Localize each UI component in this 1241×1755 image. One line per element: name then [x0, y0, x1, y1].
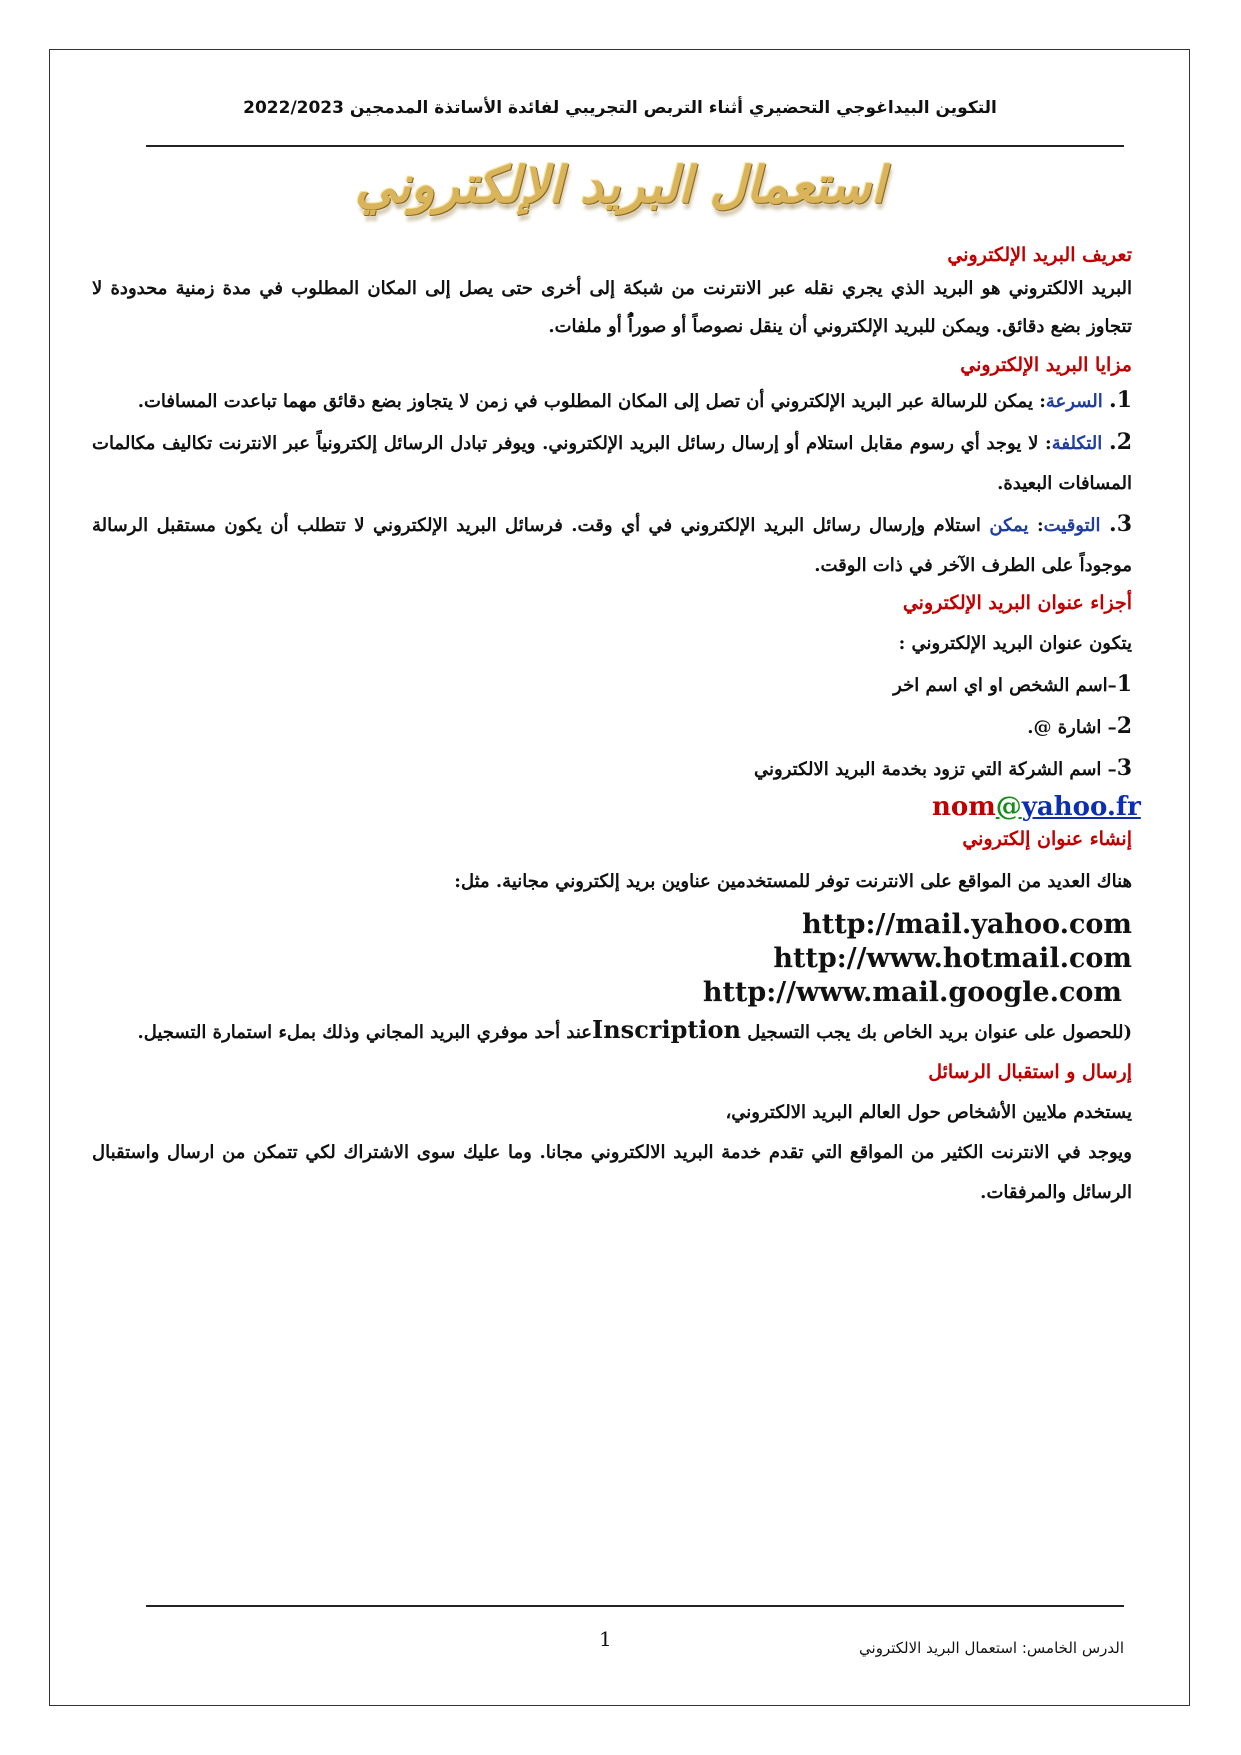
section-heading-definition: تعريف البريد الإلكتروني [947, 244, 1132, 266]
item-text: – اسم الشركة التي تزود بخدمة البريد الالكتروني [754, 759, 1117, 780]
header-divider [146, 145, 1124, 147]
email-name: nom [932, 792, 996, 822]
email-example [92, 790, 1141, 824]
item-number: 1. [1109, 387, 1132, 413]
url-link[interactable]: http://www.hotmail.com [773, 943, 1132, 974]
url-link[interactable]: http://mail.yahoo.com [802, 909, 1132, 940]
email-at-sign: @ [995, 792, 1022, 822]
decorative-title [340, 155, 900, 235]
send-line-1: يستخدم ملايين الأشخاص حول العالم البريد الالكتروني، [725, 1102, 1132, 1123]
create-note [92, 1010, 1132, 1053]
footer-lesson-title: الدرس الخامس: استعمال البريد الالكتروني [859, 1639, 1124, 1657]
item-text: –اسم الشخص او اي اسم اخر [893, 675, 1117, 696]
page-number: 1 [599, 1627, 612, 1651]
advantage-item-2 [92, 422, 1132, 504]
page-header: التكوين البيداغوجي التحضيري أثناء التربص التجريبي لفائدة الأساتذة المدمجين 2022/2023 [243, 98, 997, 118]
advantage-item-1 [92, 380, 1132, 422]
email-domain-link[interactable]: yahoo.fr [1021, 792, 1141, 822]
item-label-2: يمكن [989, 515, 1029, 536]
note-part-a: (للحصول على عنوان بريد الخاص بك يجب التسجيل [741, 1022, 1132, 1043]
item-text: استلام وإرسال رسائل البريد الإلكتروني في أي وقت. فرسائل البريد الإلكتروني لا تتطلب أن يكون مستقبل الرسالة موجوداً على الطرف الآخر في ذات الوقت. [92, 515, 1132, 576]
parts-item-1 [92, 664, 1132, 706]
section-heading-advantages: مزايا البريد الإلكتروني [960, 354, 1132, 376]
section-heading-send: إرسال و استقبال الرسائل [928, 1061, 1132, 1083]
item-number: 3. [1109, 511, 1132, 537]
parts-intro: يتكون عنوان البريد الإلكتروني : [898, 633, 1132, 654]
section-heading-parts: أجزاء عنوان البريد الإلكتروني [902, 592, 1132, 614]
send-line-2: ويوجد في الانترنت الكثير من المواقع التي تقدم خدمة البريد الالكتروني مجانا. وما عليك سوى الاشتراك لكي تتمكن من ارسال واستقبال الرسائل والمرفقات. [92, 1142, 1132, 1203]
advantage-item-3: 3. التوقيت: يمكن استلام وإرسال رسائل البريد الإلكتروني في أي وقت. فرسائل البريد الإلكتروني لا تتطلب أن يكون مستقبل الرسالة موجوداً على الطرف الآخر في ذات الوقت. [92, 511, 1132, 576]
url-list [92, 908, 1132, 1010]
item-number: 3 [1116, 755, 1132, 781]
url-link[interactable]: http://www.mail.google.com [702, 977, 1122, 1008]
item-text: – اشارة @. [1027, 717, 1117, 738]
item-number: 1 [1116, 671, 1132, 697]
note-inscription: Inscription [592, 1015, 742, 1044]
parts-item-2 [92, 706, 1132, 748]
item-number: 2 [1116, 713, 1132, 739]
definition-paragraph: البريد الالكتروني هو البريد الذي يجري نقله عبر الانترنت من شبكة إلى أخرى حتى يصل إلى المكان المطلوب في مدة زمنية محدودة لا تتجاوز بضع دقائق. ويمكن للبريد الإلكتروني أن ينقل نصوصاً أو صوراًُ أو ملفات. [92, 278, 1132, 337]
item-label: السرعة [1045, 391, 1103, 412]
section-heading-create: إنشاء عنوان إلكتروني [962, 828, 1132, 850]
parts-item-3 [92, 748, 1132, 790]
item-label: التوقيت [1043, 515, 1101, 536]
create-intro: هناك العديد من المواقع على الانترنت توفر للمستخدمين عناوين بريد إلكتروني مجانية. مثل: [454, 871, 1132, 892]
item-label: التكلفة [1051, 433, 1103, 454]
item-number: 2. [1109, 429, 1132, 455]
title-text: استعمال البريد الإلكتروني [355, 155, 885, 214]
note-part-c: عند أحد موفري البريد المجاني وذلك بملء استمارة التسجيل. [137, 1022, 592, 1043]
item-text: : يمكن للرسالة عبر البريد الإلكتروني أن تصل إلى المكان المطلوب في زمن لا يتجاوز بضع دقائق مهما تباعدت المسافات. [137, 391, 1046, 412]
item-text: : لا يوجد أي رسوم مقابل استلام أو إرسال رسائل البريد الإلكتروني. ويوفر تبادل الرسائل إلكترونياً عبر الانترنت تكاليف مكالمات المسافات البعيدة. [92, 433, 1132, 494]
document-body [92, 240, 1141, 1213]
footer-divider [146, 1605, 1124, 1607]
